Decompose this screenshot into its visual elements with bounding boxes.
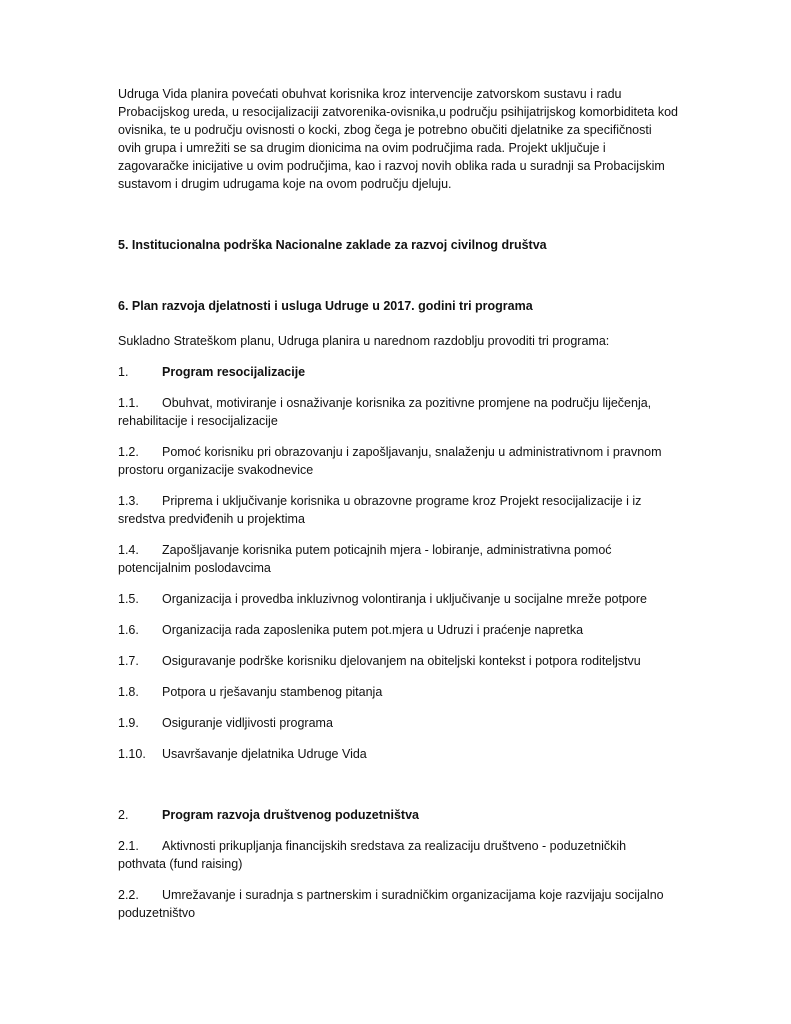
list-item-text: Organizacija i provedba inkluzivnog volontiranja i uključivanje u socijalne mreže potpore <box>162 592 647 606</box>
list-item-number: 1.4. <box>118 543 139 557</box>
list-item <box>118 492 678 528</box>
list-item-text: Organizacija rada zaposlenika putem pot.mjera u Udruzi i praćenje napretka <box>162 623 584 637</box>
list-item-text: Umrežavanje i suradnja s partnerskim i suradničkim organizacijama koje razvijaju socijalno <box>162 888 664 902</box>
program-2-title: Program razvoja društvenog poduzetništva <box>162 808 419 822</box>
list-item <box>118 683 678 701</box>
section-5-heading: 5. Institucionalna podrška Nacionalne zaklade za razvoj civilnog društva <box>118 238 547 252</box>
intro-paragraph: Udruga Vida planira povećati obuhvat korisnika kroz intervencije zatvorskom sustavu i radu Probacijskog ureda, u resocijalizaciji zatvorenika-ovisnika,u području psihijatrijskog komorbiditeta kod ovisnika, te u području ovisnosti o kocki, zbog čega je potrebno obučiti djelatnike za specifičnosti ovih grupa i umrežiti se sa drugim dionicima na ovim područjima rada. Projekt uključuje i zagovaračke inicijative u ovim područjima, kao i razvoj novih oblika rada u suradnji sa Probacijskim sustavom i drugim udrugama koje na ovom području djeluju. <box>118 87 678 191</box>
program-1-title-row <box>118 363 678 381</box>
document-content <box>118 85 678 922</box>
list-item-text: Osiguravanje podrške korisniku djelovanjem na obiteljski kontekst i potpora roditeljstvu <box>162 654 641 668</box>
list-item <box>118 590 678 608</box>
list-item-number: 1.10. <box>118 747 146 761</box>
list-item-text: Pomoć korisniku pri obrazovanju i zapošljavanju, snalaženju u administrativnom i pravnom <box>162 445 662 459</box>
list-item-text: Priprema i uključivanje korisnika u obrazovne programe kroz Projekt resocijalizacije i iz <box>162 494 642 508</box>
list-item-text-cont: potencijalnim poslodavcima <box>118 561 271 575</box>
list-item-text-cont: sredstva predviđenih u projektima <box>118 512 305 526</box>
list-item <box>118 621 678 639</box>
list-item <box>118 714 678 732</box>
list-item-text: Aktivnosti prikupljanja financijskih sredstava za realizaciju društveno - poduzetničkih <box>162 839 627 853</box>
section-6-lead: Sukladno Strateškom planu, Udruga planira u narednom razdoblju provoditi tri programa: <box>118 334 610 348</box>
list-item-text: Obuhvat, motiviranje i osnaživanje korisnika za pozitivne promjene na području liječenja, <box>162 396 652 410</box>
section-6-heading: 6. Plan razvoja djelatnosti i usluga Udruge u 2017. godini tri programa <box>118 299 533 313</box>
list-item-number: 1.5. <box>118 592 139 606</box>
list-item <box>118 443 678 479</box>
list-item <box>118 886 678 922</box>
program-1-number: 1. <box>118 365 129 379</box>
list-item-number: 1.7. <box>118 654 139 668</box>
list-item-text: Zapošljavanje korisnika putem poticajnih mjera - lobiranje, administrativna pomoć <box>162 543 612 557</box>
list-item-number: 1.9. <box>118 716 139 730</box>
list-item-number: 1.2. <box>118 445 139 459</box>
list-item-text-cont: rehabilitacije i resocijalizacije <box>118 414 278 428</box>
program-1-title: Program resocijalizacije <box>162 365 306 379</box>
list-item <box>118 745 678 763</box>
list-item <box>118 837 678 873</box>
list-item-text: Potpora u rješavanju stambenog pitanja <box>162 685 383 699</box>
list-item-text: Osiguranje vidljivosti programa <box>162 716 333 730</box>
list-item <box>118 652 678 670</box>
list-item-number: 1.3. <box>118 494 139 508</box>
list-item <box>118 541 678 577</box>
list-item <box>118 394 678 430</box>
program-2-number: 2. <box>118 808 129 822</box>
list-item-text-cont: prostoru organizacije svakodnevice <box>118 463 314 477</box>
list-item-text-cont: poduzetništvo <box>118 906 196 920</box>
list-item-text-cont: pothvata (fund raising) <box>118 857 243 871</box>
list-item-number: 1.1. <box>118 396 139 410</box>
program-2-title-row <box>118 806 678 824</box>
list-item-number: 2.1. <box>118 839 139 853</box>
list-item-number: 2.2. <box>118 888 139 902</box>
list-item-number: 1.6. <box>118 623 139 637</box>
list-item-text: Usavršavanje djelatnika Udruge Vida <box>162 747 367 761</box>
list-item-number: 1.8. <box>118 685 139 699</box>
